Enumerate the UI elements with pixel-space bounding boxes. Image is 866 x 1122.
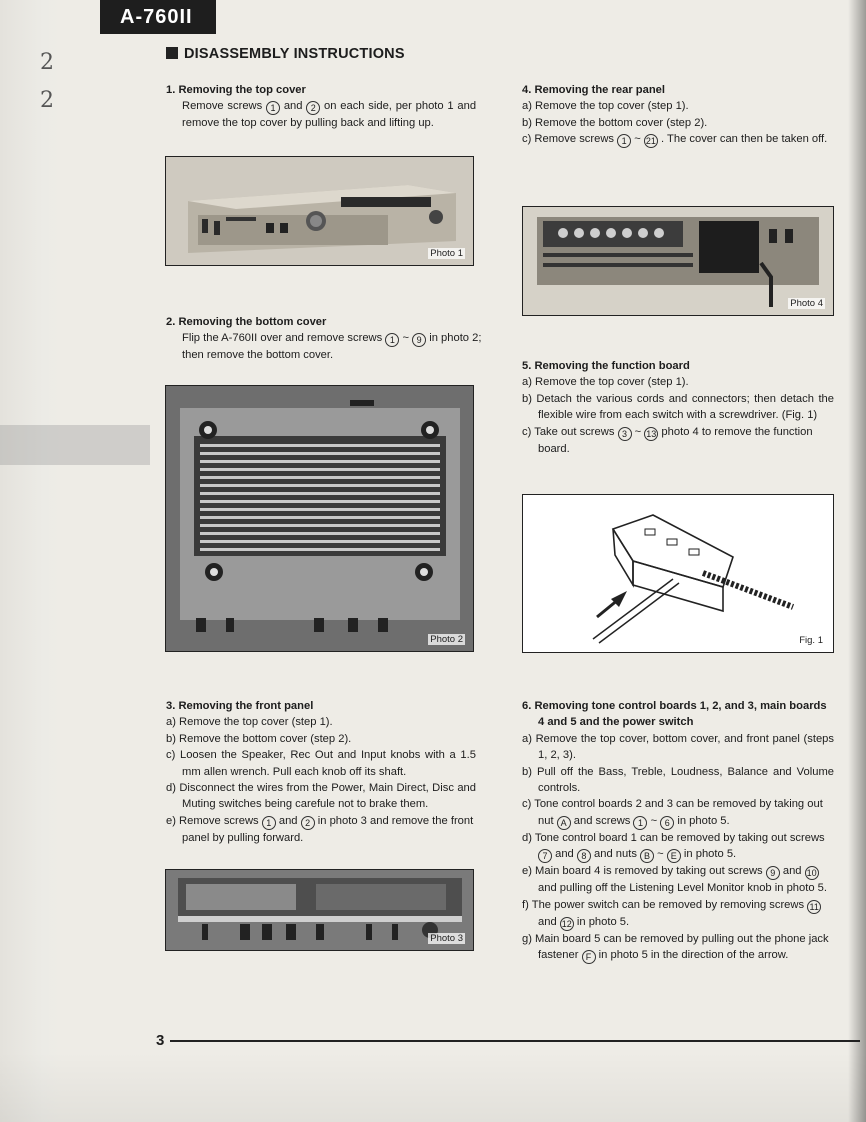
text-fragment: and screws [573,814,631,827]
text-fragment: on each side, per photo 1 and remove the top cover by pulling back and lifting up. [182,100,477,130]
figure-1-caption: Fig. 1 [799,635,823,646]
text-fragment: e) Main board 4 is removed by taking out screws [522,865,763,878]
section-title-text: DISASSEMBLY INSTRUCTIONS [184,46,405,62]
text-fragment: c) Tone control boards 2 and 3 can be removed by taking out nut [522,798,823,827]
step-5-a: a) Remove the top cover (step 1). [522,376,689,389]
step-6-f [522,897,834,931]
step-6-heading: 6. Removing tone control boards 1, 2, and 3, main boards 4 and 5 and the power switch [522,700,827,729]
photo-1-caption: Photo 1 [430,248,463,259]
tilde: ~ [657,848,664,861]
square-bullet-icon [166,47,178,59]
text-fragment: c) Take out screws [522,425,615,438]
screw-2-icon: 2 [306,101,320,115]
scan-bleed-through [0,425,150,465]
footer-rule [170,1040,860,1042]
text-fragment: Remove screws [182,100,263,113]
text-fragment: and [782,865,802,878]
screw-9-icon: 9 [412,333,426,347]
text-fragment: and [283,100,303,113]
text-fragment: f) The power switch can be removed by removing screws [522,898,805,911]
step-5 [522,358,834,457]
text-fragment: and [538,915,557,928]
scan-right-shadow [848,0,866,1122]
step-3-d: d) Disconnect the wires from the Power, Main Direct, Disc and Muting switches being carefule not to brake them. [166,782,476,811]
nut-b-icon: B [640,849,654,863]
step-3-c: c) Loosen the Speaker, Rec Out and Input knobs with a 1.5 mm allen wrench. Pull each knob off its shaft. [166,749,476,778]
step-6-a: a) Remove the top cover, bottom cover, and front panel (steps 1, 2, 3). [522,732,834,762]
screw-1-icon: 1 [262,816,276,830]
tilde: ~ [634,133,641,146]
photo-1 [165,156,474,266]
step-2-text [166,330,486,363]
photo-2 [165,385,474,652]
tilde: ~ [402,332,409,345]
fastener-f-icon: F [582,950,596,964]
text-fragment: in photo 5. [576,915,630,928]
section-title [166,46,405,62]
text-fragment: Flip the A-760II over and remove screws [182,332,383,345]
photo-3 [165,869,474,951]
text-fragment: in photo 5. [677,814,730,827]
screw-1-icon: 1 [633,816,647,830]
text-fragment: in photo 3 and remove the front panel by pulling forward. [182,814,474,844]
nut-a-icon: A [557,816,571,830]
screw-9-icon: 9 [766,866,780,880]
step-5-heading: 5. Removing the function board [522,360,690,372]
text-fragment: in photo 2; then remove the bottom cover. [182,332,482,362]
step-4-a: a) Remove the top cover (step 1). [522,100,689,113]
photo-4-caption: Photo 4 [790,298,823,309]
step-6-b: b) Pull off the Bass, Treble, Loudness, Balance and Volume controls. [522,765,834,795]
step-2 [166,314,486,364]
step-3-heading: 3. Removing the front panel [166,700,314,712]
amplifier-front-illustration [166,157,473,265]
text-fragment: c) Remove screws [522,133,615,146]
text-fragment: g) Main board 5 can be removed by pulling out the phone jack fastener [522,932,829,962]
step-6-d [522,830,834,863]
text-fragment: and nuts [594,848,637,861]
step-5-c [522,424,834,457]
step-3-b: b) Remove the bottom cover (step 2). [166,732,352,745]
front-panel-illustration [166,870,473,950]
flexible-wire-diagram [523,495,833,652]
step-4-c [522,131,834,148]
text-fragment: e) Remove screws [166,814,259,827]
photo-4 [522,206,834,316]
screw-2-icon: 2 [301,816,315,830]
margin-mark-2: 2 [40,88,54,113]
amplifier-rear-illustration [523,207,833,315]
screw-21-icon: 21 [645,136,656,147]
step-3-a: a) Remove the top cover (step 1). [166,716,333,729]
margin-mark-1: 2 [40,50,54,75]
step-6-g [522,931,834,964]
page-number: 3 [156,1032,165,1049]
screw-1-icon: 1 [617,134,631,148]
nut-e-icon: E [667,849,681,863]
tilde: ~ [634,425,642,438]
step-2-heading: 2. Removing the bottom cover [166,316,327,328]
text-fragment: photo 4 to remove the function board. [538,425,813,455]
screw-13-icon: 13 [646,428,657,439]
screw-11-icon: 11 [807,900,821,914]
step-6 [522,698,834,964]
step-3-e [166,813,476,846]
amplifier-bottom-illustration [166,386,473,651]
scan-bottom-shadow [0,1052,866,1122]
text-fragment: and [278,814,298,827]
text-fragment: and pulling off the Listening Level Monitor knob in photo 5. [538,882,828,895]
step-4-b: b) Remove the bottom cover (step 2). [522,116,708,129]
step-4 [522,82,834,148]
step-1-heading: 1. Removing the top cover [166,84,306,96]
text-fragment: and [555,848,574,861]
step-4-heading: 4. Removing the rear panel [522,84,665,96]
screw-6-icon: 6 [660,816,674,830]
screw-1-icon: 1 [385,333,399,347]
screw-1-icon: 1 [266,101,280,115]
step-5-b: b) Detach the various cords and connectors; then detach the flexible wire from each switch with a screwdriver. (Fig. 1) [522,392,834,422]
step-6-e [522,863,834,896]
photo-2-caption: Photo 2 [430,634,463,645]
text-fragment: d) Tone control board 1 can be removed by taking out screws [522,831,825,844]
step-6-c [522,796,834,829]
screw-3-icon: 3 [618,427,632,441]
step-1-text [166,98,476,131]
tilde: ~ [650,814,658,827]
text-fragment: in photo 5 in the direction of the arrow. [598,949,789,962]
screw-7-icon: 7 [538,849,552,863]
text-fragment: in photo 5. [683,848,737,861]
scan-left-band [0,0,62,1122]
step-1 [166,82,476,132]
screw-12-icon: 12 [561,918,572,929]
model-tab: A-760II [100,0,216,34]
screw-8-icon: 8 [577,849,591,863]
photo-3-caption: Photo 3 [430,933,463,944]
figure-1 [522,494,834,653]
step-3 [166,698,476,846]
screw-10-icon: 10 [806,868,817,879]
text-fragment: . The cover can then be taken off. [661,133,828,146]
